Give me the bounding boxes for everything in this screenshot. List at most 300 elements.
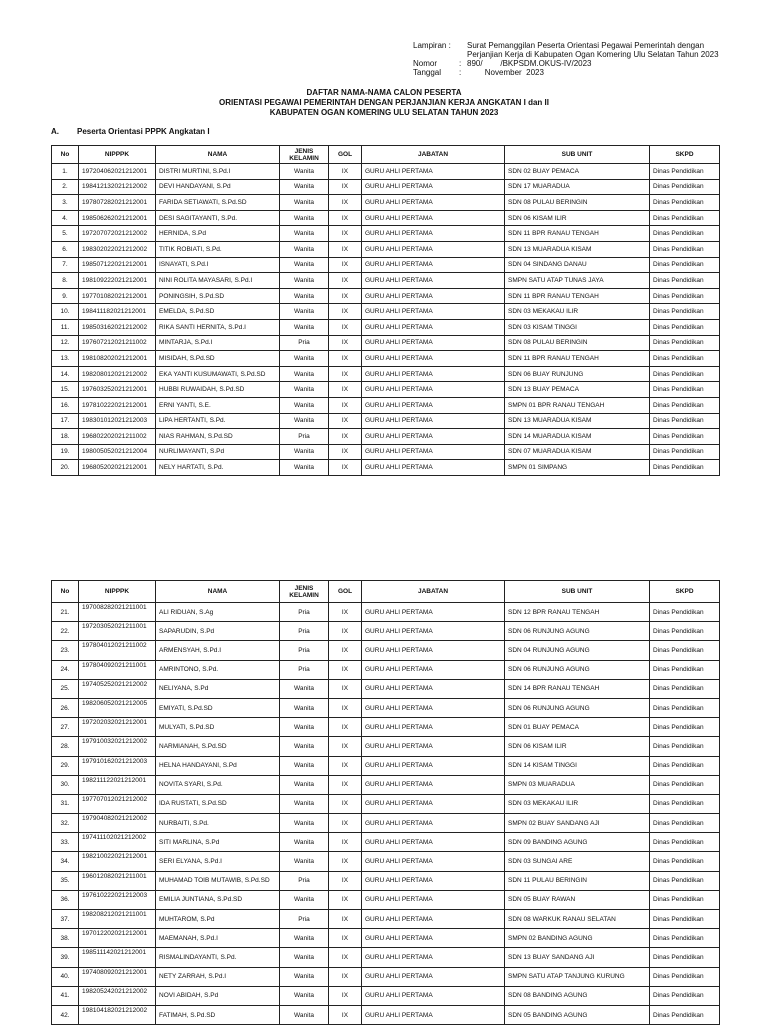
cell-nama: IDA RUSTATI, S.Pd.SD [156,794,280,813]
cell-nipppk: 198206052021212005 [79,698,156,717]
cell-skpd: Dinas Pendidikan [650,775,720,794]
cell-sub-unit: SDN 04 RUNJUNG AGUNG [505,641,650,660]
cell-jabatan: GURU AHLI PERTAMA [362,852,505,871]
cell-no: 17. [52,413,79,429]
cell-no: 33. [52,833,79,852]
cell-nipppk: 198507122021212001 [79,257,156,273]
cell-nipppk: 197910032021212002 [79,737,156,756]
cell-nama: FATIMAH, S.Pd.SD [156,1005,280,1024]
cell-no: 24. [52,660,79,679]
cell-no: 42. [52,1005,79,1024]
cell-skpd: Dinas Pendidikan [650,986,720,1005]
table-row [52,910,720,929]
cell-nama: FARIDA SETIAWATI, S.Pd.SD [156,195,280,211]
cell-no: 10. [52,304,79,320]
cell-nama: MINTARJA, S.Pd.I [156,335,280,351]
table-header-row [52,146,720,164]
cell-jabatan: GURU AHLI PERTAMA [362,910,505,929]
cell-no: 13. [52,351,79,367]
table-row [52,775,720,794]
cell-gol: IX [329,460,362,476]
cell-nipppk: 198108202021212001 [79,351,156,367]
cell-nama: MUHAMAD TOIB MUTAWIB, S.Pd.SD [156,871,280,890]
table-row [52,603,720,622]
table-row [52,351,720,367]
cell-sub-unit: SMPN 02 BUAY SANDANG AJI [505,814,650,833]
table-row [52,794,720,813]
cell-sub-unit: SDN 04 SINDANG DANAU [505,257,650,273]
table-header-row [52,581,720,603]
cell-jabatan: GURU AHLI PERTAMA [362,660,505,679]
cell-gol: IX [329,366,362,382]
participants-table-2 [51,580,720,1025]
cell-jenis-kelamin: Wanita [280,833,329,852]
cell-skpd: Dinas Pendidikan [650,698,720,717]
column-header-jenis-kelamin: JENIS KELAMIN [280,581,329,603]
cell-jenis-kelamin: Wanita [280,164,329,180]
cell-no: 25. [52,679,79,698]
cell-nama: DISTRI MURTINI, S.Pd.I [156,164,280,180]
cell-jabatan: GURU AHLI PERTAMA [362,603,505,622]
cell-nipppk: 197707012021212002 [79,794,156,813]
cell-jabatan: GURU AHLI PERTAMA [362,288,505,304]
cell-skpd: Dinas Pendidikan [650,257,720,273]
cell-gol: IX [329,718,362,737]
column-header-jabatan: JABATAN [362,146,505,164]
cell-nipppk: 197804092021211001 [79,660,156,679]
cell-nipppk: 197204062021212001 [79,164,156,180]
cell-nama: ALI RIDUAN, S.Ag [156,603,280,622]
table-row [52,273,720,289]
cell-nipppk: 197012202021212001 [79,929,156,948]
cell-sub-unit: SDN 14 KISAM TINGGI [505,756,650,775]
cell-jabatan: GURU AHLI PERTAMA [362,833,505,852]
cell-jabatan: GURU AHLI PERTAMA [362,444,505,460]
cell-sub-unit: SDN 14 MUARADUA KISAM [505,429,650,445]
cell-jabatan: GURU AHLI PERTAMA [362,698,505,717]
table-row [52,382,720,398]
cell-nama: PONINGSIH, S.Pd.SD [156,288,280,304]
cell-jenis-kelamin: Wanita [280,756,329,775]
cell-nama: AMRINTONO, S.Pd. [156,660,280,679]
cell-jenis-kelamin: Wanita [280,179,329,195]
cell-jabatan: GURU AHLI PERTAMA [362,273,505,289]
table-row [52,366,720,382]
cell-sub-unit: SDN 06 KISAM ILIR [505,737,650,756]
cell-nipppk: 198205242021212002 [79,986,156,1005]
cell-sub-unit: SDN 17 MUARADUA [505,179,650,195]
lampiran-row [413,68,719,77]
cell-gol: IX [329,910,362,929]
cell-jenis-kelamin: Wanita [280,460,329,476]
lampiran-colon [459,50,467,59]
cell-gol: IX [329,871,362,890]
column-header-sub-unit: SUB UNIT [505,146,650,164]
cell-gol: IX [329,679,362,698]
lampiran-colon: : [459,68,462,77]
cell-skpd: Dinas Pendidikan [650,164,720,180]
cell-gol: IX [329,1005,362,1024]
table-row [52,852,720,871]
cell-sub-unit: SDN 11 BPR RANAU TENGAH [505,288,650,304]
cell-skpd: Dinas Pendidikan [650,319,720,335]
cell-nama: LIPA HERTANTI, S.Pd. [156,413,280,429]
cell-jenis-kelamin: Pria [280,622,329,641]
table-row [52,179,720,195]
cell-sub-unit: SDN 03 SUNGAI ARE [505,852,650,871]
cell-gol: IX [329,641,362,660]
column-header-skpd: SKPD [650,581,720,603]
cell-nama: MULYATI, S.Pd.SD [156,718,280,737]
cell-no: 34. [52,852,79,871]
cell-nama: NURLIMAYANTI, S.Pd [156,444,280,460]
cell-jenis-kelamin: Wanita [280,210,329,226]
cell-gol: IX [329,210,362,226]
lampiran-colon: : [459,59,462,68]
cell-no: 32. [52,814,79,833]
title-line-1: DAFTAR NAMA-NAMA CALON PESERTA [306,88,462,97]
cell-jenis-kelamin: Pria [280,871,329,890]
column-header-jenis-kelamin: JENIS KELAMIN [280,146,329,164]
table-row [52,814,720,833]
cell-gol: IX [329,986,362,1005]
cell-nama: MISIDAH, S.Pd.SD [156,351,280,367]
cell-gol: IX [329,241,362,257]
cell-jabatan: GURU AHLI PERTAMA [362,351,505,367]
cell-gol: IX [329,890,362,909]
cell-nama: SERI ELYANA, S.Pd.I [156,852,280,871]
cell-jenis-kelamin: Pria [280,335,329,351]
cell-skpd: Dinas Pendidikan [650,444,720,460]
cell-no: 19. [52,444,79,460]
cell-gol: IX [329,737,362,756]
cell-skpd: Dinas Pendidikan [650,603,720,622]
cell-gol: IX [329,444,362,460]
cell-sub-unit: SDN 08 PULAU BERINGIN [505,195,650,211]
table-row [52,718,720,737]
cell-jabatan: GURU AHLI PERTAMA [362,429,505,445]
cell-no: 27. [52,718,79,737]
cell-jenis-kelamin: Wanita [280,775,329,794]
cell-no: 21. [52,603,79,622]
cell-jenis-kelamin: Wanita [280,814,329,833]
cell-nama: NELY HARTATI, S.Pd. [156,460,280,476]
cell-nama: NETY ZARRAH, S.Pd.I [156,967,280,986]
cell-no: 36. [52,890,79,909]
cell-skpd: Dinas Pendidikan [650,351,720,367]
cell-no: 6. [52,241,79,257]
cell-skpd: Dinas Pendidikan [650,871,720,890]
cell-no: 16. [52,397,79,413]
cell-no: 18. [52,429,79,445]
cell-sub-unit: SDN 06 RUNJUNG AGUNG [505,622,650,641]
cell-gol: IX [329,382,362,398]
table-row [52,1005,720,1024]
table-row [52,833,720,852]
cell-nipppk: 197701082021212001 [79,288,156,304]
cell-nama: SITI MARLINA, S.Pd [156,833,280,852]
table-row [52,429,720,445]
cell-skpd: Dinas Pendidikan [650,226,720,242]
cell-nipppk: 198511142021212001 [79,948,156,967]
table-row [52,871,720,890]
cell-jabatan: GURU AHLI PERTAMA [362,335,505,351]
table-row [52,622,720,641]
cell-jabatan: GURU AHLI PERTAMA [362,794,505,813]
cell-sub-unit: SMPN 01 SIMPANG [505,460,650,476]
cell-skpd: Dinas Pendidikan [650,679,720,698]
cell-nama: NELIYANA, S.Pd [156,679,280,698]
cell-jabatan: GURU AHLI PERTAMA [362,890,505,909]
table-row [52,756,720,775]
cell-gol: IX [329,257,362,273]
cell-skpd: Dinas Pendidikan [650,195,720,211]
cell-jabatan: GURU AHLI PERTAMA [362,679,505,698]
cell-nipppk: 197202032021212001 [79,718,156,737]
cell-skpd: Dinas Pendidikan [650,429,720,445]
cell-nipppk: 197408092021212001 [79,967,156,986]
cell-nipppk: 198109222021212001 [79,273,156,289]
cell-sub-unit: SMPN SATU ATAP TANJUNG KURUNG [505,967,650,986]
cell-jabatan: GURU AHLI PERTAMA [362,195,505,211]
cell-sub-unit: SDN 13 BUAY PEMACA [505,382,650,398]
cell-nama: ISNAYATI, S.Pd.I [156,257,280,273]
cell-nama: ERNI YANTI, S.E. [156,397,280,413]
cell-nipppk: 197904082021212002 [79,814,156,833]
section-letter: A. [51,127,59,136]
cell-sub-unit: SDN 02 BUAY PEMACA [505,164,650,180]
cell-sub-unit: SDN 06 RUNJUNG AGUNG [505,660,650,679]
cell-sub-unit: SDN 05 BANDING AGUNG [505,1005,650,1024]
cell-nipppk: 198210022021212001 [79,852,156,871]
cell-skpd: Dinas Pendidikan [650,910,720,929]
cell-skpd: Dinas Pendidikan [650,890,720,909]
column-header-nama: NAMA [156,581,280,603]
cell-jenis-kelamin: Wanita [280,852,329,871]
column-header-nama: NAMA [156,146,280,164]
cell-no: 12. [52,335,79,351]
cell-skpd: Dinas Pendidikan [650,413,720,429]
lampiran-value: 890/ /BKPSDM.OKUS-IV/2023 [467,59,592,68]
cell-nipppk: 196805202021212001 [79,460,156,476]
cell-skpd: Dinas Pendidikan [650,397,720,413]
cell-no: 14. [52,366,79,382]
cell-jenis-kelamin: Wanita [280,319,329,335]
table-row [52,967,720,986]
cell-gol: IX [329,814,362,833]
cell-gol: IX [329,833,362,852]
cell-nipppk: 197910162021212003 [79,756,156,775]
cell-nipppk: 198412132021212002 [79,179,156,195]
cell-jabatan: GURU AHLI PERTAMA [362,226,505,242]
cell-nama: EMIYATI, S.Pd.SD [156,698,280,717]
cell-skpd: Dinas Pendidikan [650,622,720,641]
cell-jabatan: GURU AHLI PERTAMA [362,641,505,660]
cell-sub-unit: SDN 13 MUARADUA KISAM [505,413,650,429]
cell-jenis-kelamin: Wanita [280,351,329,367]
cell-nipppk: 198506262021212001 [79,210,156,226]
lampiran-table [413,41,719,77]
cell-gol: IX [329,195,362,211]
cell-nipppk: 197807282021212001 [79,195,156,211]
cell-nama: HUBBI RUWAIDAH, S.Pd.SD [156,382,280,398]
cell-nipppk: 198211122021212001 [79,775,156,794]
table-row [52,948,720,967]
lampiran-row [413,41,719,50]
cell-nama: MUHTAROM, S.Pd [156,910,280,929]
cell-jenis-kelamin: Wanita [280,226,329,242]
cell-no: 37. [52,910,79,929]
cell-nipppk: 197804012021211002 [79,641,156,660]
cell-sub-unit: SDN 09 BANDING AGUNG [505,833,650,852]
column-header-gol: GOL [329,146,362,164]
cell-gol: IX [329,288,362,304]
cell-nipppk: 197203052021211001 [79,622,156,641]
cell-jenis-kelamin: Wanita [280,718,329,737]
table-row [52,397,720,413]
column-header-nipppk: NIPPPK [79,581,156,603]
cell-nama: NOVI ABIDAH, S.Pd [156,986,280,1005]
cell-no: 39. [52,948,79,967]
cell-jenis-kelamin: Wanita [280,1005,329,1024]
cell-nipppk: 197610222021212003 [79,890,156,909]
cell-sub-unit: SMPN 02 BANDING AGUNG [505,929,650,948]
column-header-gol: GOL [329,581,362,603]
column-header-no: No [52,146,79,164]
cell-no: 20. [52,460,79,476]
cell-jabatan: GURU AHLI PERTAMA [362,814,505,833]
cell-gol: IX [329,622,362,641]
cell-skpd: Dinas Pendidikan [650,304,720,320]
cell-jabatan: GURU AHLI PERTAMA [362,397,505,413]
cell-jenis-kelamin: Wanita [280,698,329,717]
cell-nama: NURBAITI, S.Pd. [156,814,280,833]
cell-jabatan: GURU AHLI PERTAMA [362,986,505,1005]
table-row [52,641,720,660]
table-row [52,986,720,1005]
lampiran-key: Nomor [413,59,438,68]
cell-no: 30. [52,775,79,794]
cell-jenis-kelamin: Wanita [280,948,329,967]
section-label: Peserta Orientasi PPPK Angkatan I [77,127,210,136]
cell-sub-unit: SMPN SATU ATAP TUNAS JAYA [505,273,650,289]
cell-jabatan: GURU AHLI PERTAMA [362,737,505,756]
cell-gol: IX [329,967,362,986]
lampiran-key [413,50,459,59]
cell-jenis-kelamin: Wanita [280,929,329,948]
cell-gol: IX [329,698,362,717]
cell-skpd: Dinas Pendidikan [650,967,720,986]
cell-nipppk: 197810222021212001 [79,397,156,413]
cell-skpd: Dinas Pendidikan [650,660,720,679]
cell-jabatan: GURU AHLI PERTAMA [362,929,505,948]
cell-jenis-kelamin: Wanita [280,737,329,756]
title-line-2: ORIENTASI PEGAWAI PEMERINTAH DENGAN PERJANJIAN KERJA ANGKATAN I dan II [219,98,549,107]
section-heading [51,127,210,136]
participants-table-1 [51,145,720,476]
cell-gol: IX [329,397,362,413]
cell-jenis-kelamin: Wanita [280,794,329,813]
cell-sub-unit: SDN 06 BUAY RUNJUNG [505,366,650,382]
cell-nama: RIKA SANTI HERNITA, S.Pd.I [156,319,280,335]
cell-skpd: Dinas Pendidikan [650,335,720,351]
cell-gol: IX [329,948,362,967]
table-row [52,660,720,679]
table-row [52,335,720,351]
cell-jenis-kelamin: Wanita [280,382,329,398]
cell-jenis-kelamin: Wanita [280,257,329,273]
cell-jabatan: GURU AHLI PERTAMA [362,413,505,429]
cell-jabatan: GURU AHLI PERTAMA [362,967,505,986]
cell-sub-unit: SDN 08 PULAU BERINGIN [505,335,650,351]
cell-skpd: Dinas Pendidikan [650,460,720,476]
cell-gol: IX [329,929,362,948]
cell-skpd: Dinas Pendidikan [650,288,720,304]
cell-jenis-kelamin: Wanita [280,304,329,320]
cell-nama: RISMALINDAYANTI, S.Pd. [156,948,280,967]
cell-sub-unit: SDN 03 MEKAKAU ILIR [505,304,650,320]
cell-skpd: Dinas Pendidikan [650,1005,720,1024]
cell-no: 9. [52,288,79,304]
lampiran-block [413,41,719,77]
cell-skpd: Dinas Pendidikan [650,241,720,257]
cell-jabatan: GURU AHLI PERTAMA [362,1005,505,1024]
cell-nama: EMELDA, S.Pd.SD [156,304,280,320]
cell-no: 31. [52,794,79,813]
lampiran-row [413,50,719,59]
lampiran-value: Surat Pemanggilan Peserta Orientasi Pegawai Pemerintah dengan [467,41,705,50]
cell-nipppk: 198208012021212002 [79,366,156,382]
cell-nipppk: 197207072021212002 [79,226,156,242]
cell-jenis-kelamin: Wanita [280,967,329,986]
cell-jabatan: GURU AHLI PERTAMA [362,756,505,775]
table-row [52,319,720,335]
cell-no: 35. [52,871,79,890]
table-row [52,241,720,257]
cell-jabatan: GURU AHLI PERTAMA [362,382,505,398]
cell-nipppk: 197405252021212002 [79,679,156,698]
cell-nipppk: 197008282021211001 [79,603,156,622]
column-header-no: No [52,581,79,603]
cell-no: 38. [52,929,79,948]
cell-no: 11. [52,319,79,335]
cell-nipppk: 198411182021212001 [79,304,156,320]
cell-sub-unit: SDN 03 MEKAKAU ILIR [505,794,650,813]
cell-jenis-kelamin: Pria [280,910,329,929]
cell-skpd: Dinas Pendidikan [650,852,720,871]
cell-no: 29. [52,756,79,775]
cell-skpd: Dinas Pendidikan [650,794,720,813]
column-header-nipppk: NIPPPK [79,146,156,164]
cell-gol: IX [329,775,362,794]
column-header-skpd: SKPD [650,146,720,164]
cell-jenis-kelamin: Wanita [280,397,329,413]
lampiran-value: Perjanjian Kerja di Kabupaten Ogan Komering Ulu Selatan Tahun 2023 [467,50,719,59]
cell-nipppk: 198005052021212004 [79,444,156,460]
cell-no: 4. [52,210,79,226]
cell-nipppk: 198104182021212002 [79,1005,156,1024]
cell-skpd: Dinas Pendidikan [650,382,720,398]
cell-sub-unit: SDN 01 BUAY PEMACA [505,718,650,737]
cell-jenis-kelamin: Wanita [280,273,329,289]
cell-skpd: Dinas Pendidikan [650,366,720,382]
cell-no: 8. [52,273,79,289]
cell-skpd: Dinas Pendidikan [650,273,720,289]
cell-gol: IX [329,335,362,351]
table-row [52,226,720,242]
cell-no: 3. [52,195,79,211]
cell-gol: IX [329,304,362,320]
